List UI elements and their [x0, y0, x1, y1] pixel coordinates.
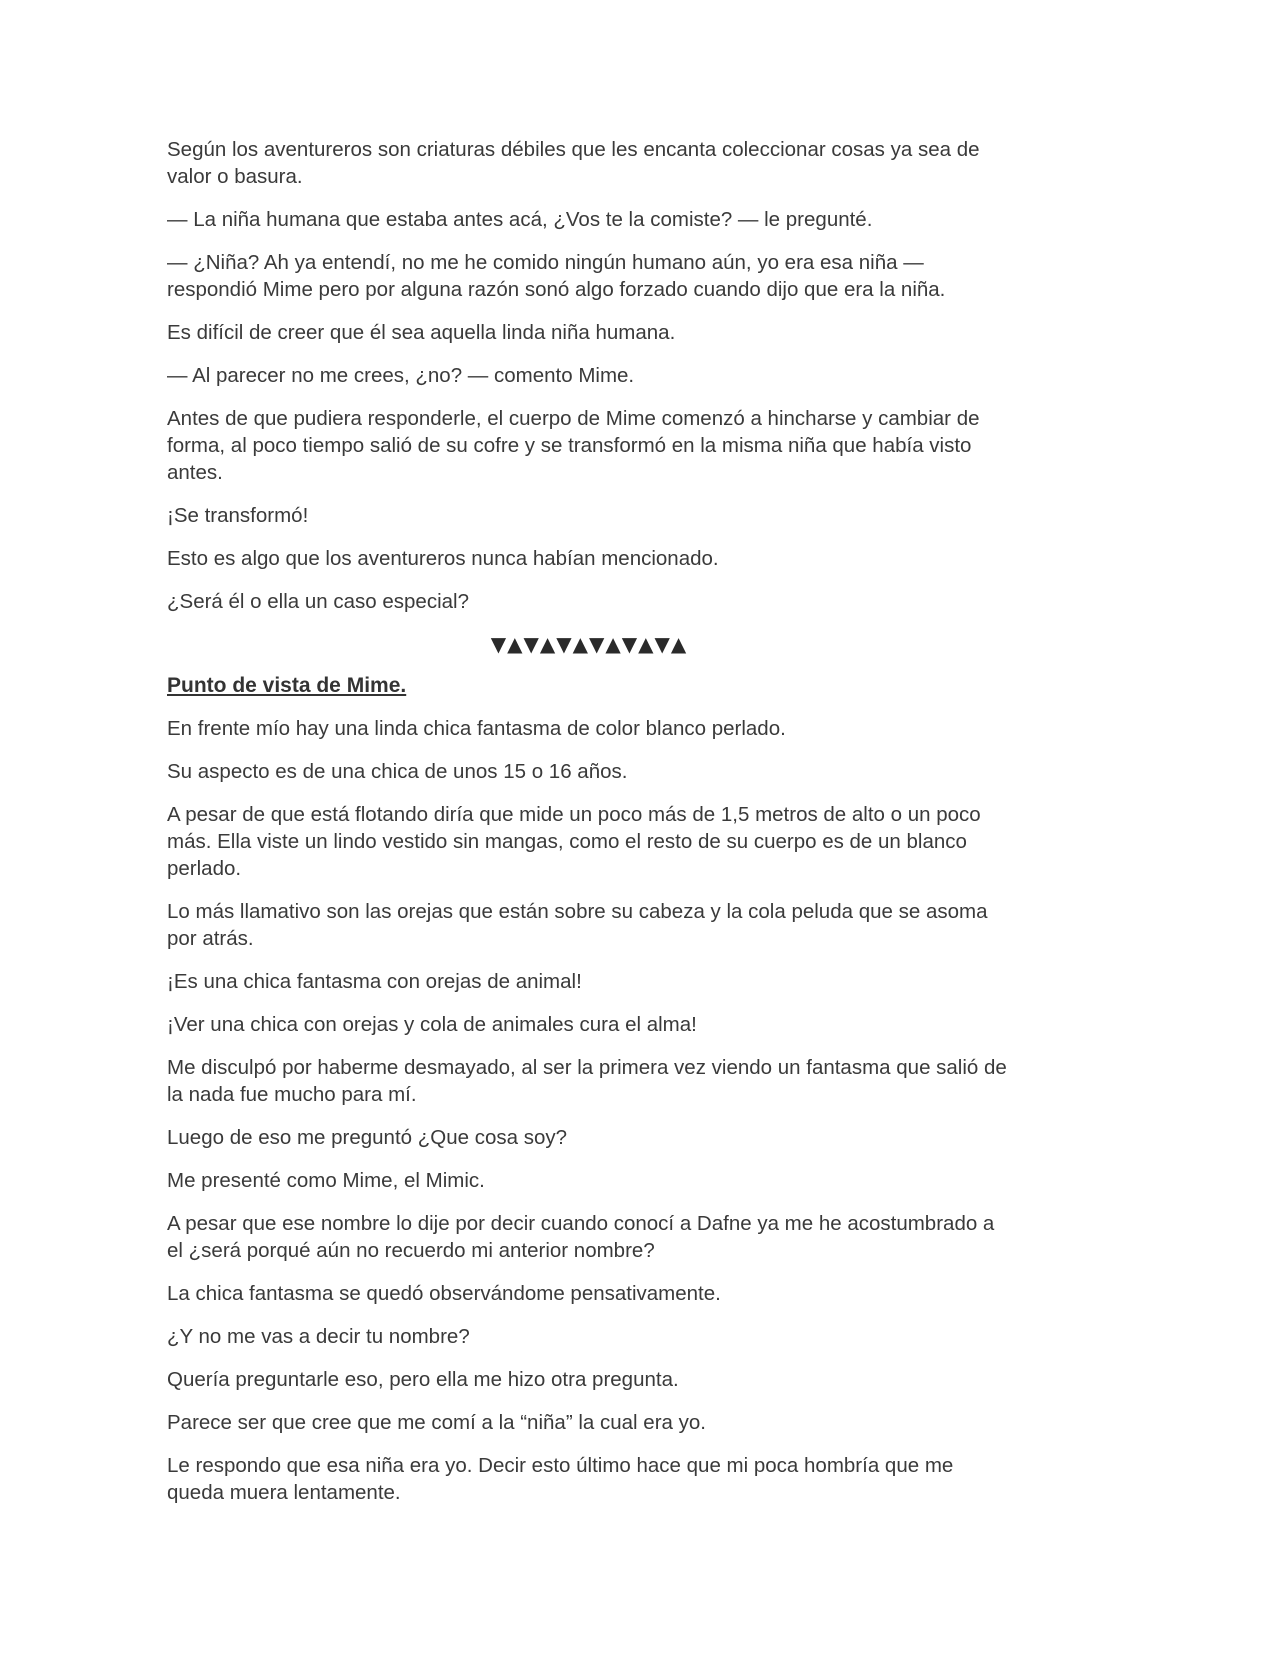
paragraph: Me disculpó por haberme desmayado, al ser la primera vez viendo un fantasma que salió de la nada fue mucho para mí. — [167, 1056, 1007, 1106]
paragraph: ¡Es una chica fantasma con orejas de animal! — [167, 970, 582, 993]
scene-separator: ▼▲▼▲▼▲▼▲▼▲▼▲ — [490, 632, 688, 656]
section-heading: Punto de vista de Mime. — [167, 674, 407, 697]
paragraph: Su aspecto es de una chica de unos 15 o 16 años. — [167, 760, 628, 783]
paragraph: Antes de que pudiera responderle, el cuerpo de Mime comenzó a hincharse y cambiar de forma, al poco tiempo salió de su cofre y se transformó en la misma niña que había visto antes. — [167, 407, 980, 484]
paragraph: ¡Se transformó! — [167, 504, 309, 527]
paragraph: Le respondo que esa niña era yo. Decir esto último hace que mi poca hombría que me queda muera lentamente. — [167, 1454, 954, 1504]
paragraph: Quería preguntarle eso, pero ella me hizo otra pregunta. — [167, 1368, 679, 1391]
paragraph: Me presenté como Mime, el Mimic. — [167, 1169, 485, 1192]
paragraph: Según los aventureros son criaturas débiles que les encanta coleccionar cosas ya sea de valor o basura. — [167, 138, 980, 188]
paragraph: ¡Ver una chica con orejas y cola de animales cura el alma! — [167, 1013, 697, 1036]
paragraph: Esto es algo que los aventureros nunca habían mencionado. — [167, 547, 719, 570]
paragraph: La chica fantasma se quedó observándome pensativamente. — [167, 1282, 721, 1305]
paragraph: Luego de eso me preguntó ¿Que cosa soy? — [167, 1126, 568, 1149]
paragraph: — ¿Niña? Ah ya entendí, no me he comido ningún humano aún, yo era esa niña — respondió Mime pero por alguna razón sonó algo forzado cuando dijo que era la niña. — [167, 251, 946, 301]
paragraph: Parece ser que cree que me comí a la “niña” la cual era yo. — [167, 1411, 706, 1434]
paragraph: — Al parecer no me crees, ¿no? — comento Mime. — [167, 364, 635, 387]
paragraph: En frente mío hay una linda chica fantasma de color blanco perlado. — [167, 717, 786, 740]
paragraph: Lo más llamativo son las orejas que están sobre su cabeza y la cola peluda que se asoma por atrás. — [167, 900, 988, 950]
paragraph: ¿Y no me vas a decir tu nombre? — [167, 1325, 470, 1348]
paragraph: A pesar de que está flotando diría que mide un poco más de 1,5 metros de alto o un poco más. Ella viste un lindo vestido sin mangas, como el resto de su cuerpo es de un blanco perlado. — [167, 803, 981, 880]
paragraph: — La niña humana que estaba antes acá, ¿Vos te la comiste? — le pregunté. — [167, 208, 873, 231]
paragraph: ¿Será él o ella un caso especial? — [167, 590, 469, 613]
paragraph: Es difícil de creer que él sea aquella linda niña humana. — [167, 321, 676, 344]
paragraph: A pesar que ese nombre lo dije por decir cuando conocí a Dafne ya me he acostumbrado a el ¿será porqué aún no recuerdo mi anterior nombre? — [167, 1212, 995, 1262]
document-page — [167, 136, 1007, 1522]
